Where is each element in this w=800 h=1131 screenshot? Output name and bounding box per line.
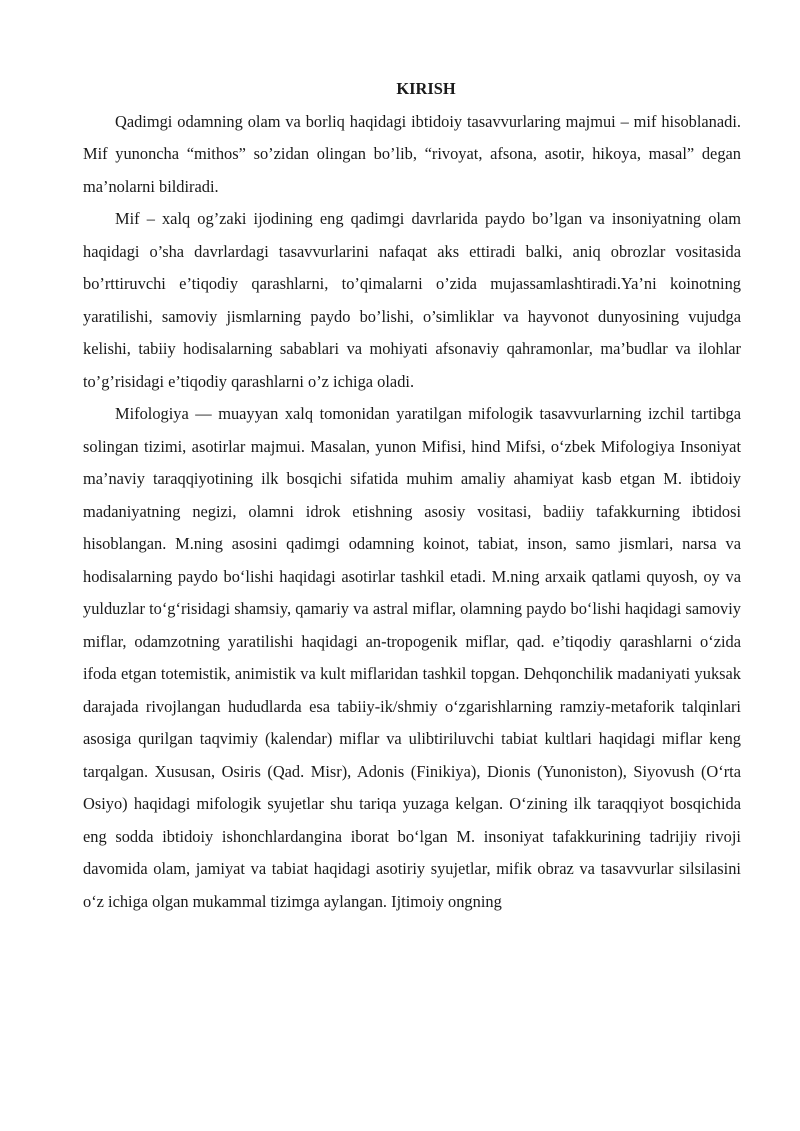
paragraph-3: Mifologiya — muayyan xalq tomonidan yaratilgan mifologik tasavvurlarning izchil tartibga solingan tizimi, asotirlar majmui. Masalan, yunon Mifisi, hind Mifsi, o‘zbek Mifologiya Insoniyat ma’naviy taraqqiyotining ilk bosqichi sifatida muhim amaliy ahamiyat kasb etgan M. ibtidoiy madaniyatning negizi, olamni idrok etishning asosiy vositasi, badiiy tafakkurning ibtidosi hisoblangan. M.ning asosini qadimgi odamning koinot, tabiat, inson, samo jismlari, narsa va hodisalarning paydo bo‘lishi haqidagi asotirlar tashkil etadi. M.ning arxaik qatlami quyosh, oy va yulduzlar to‘g‘risidagi shamsiy, qamariy va astral miflar, olamning paydo bo‘lishi haqidagi samoviy miflar, odamzotning yaratilishi haqidagi an-tropogenik miflar, qad. e’tiqodiy qarashlarni o‘zida ifoda etgan totemistik, animistik va kult miflaridan tashkil topgan. Dehqonchilik madaniyati yuksak darajada rivojlangan hududlarda esa tabiiy-ik/shmiy o‘zgarishlarning ramziy-metaforik talqinlari asosiga qurilgan taqvimiy (kalendar) miflar va ulibtiriluvchi tabiat kultlari haqidagi miflar keng tarqalgan. Xususan, Osiris (Qad. Misr), Adonis (Finikiya), Dionis (Yunoniston), Siyovush (O‘rta Osiyo) haqidagi mifologik syujetlar shu tariqa yuzaga kelgan. O‘zining ilk taraqqiyot bosqichida eng sodda ibtidoiy ishonchlardangina iborat bo‘lgan M. insoniyat tafakkurining tadrijiy rivoji davomida olam, jamiyat va tabiat haqidagi asotiriy syujetlar, mifik obraz va tasavvurlar silsilasini o‘z ichiga olgan mukammal tizimga aylangan. Ijtimoiy ongning (83, 404, 741, 911)
document-page (83, 73, 741, 918)
document-title: KIRISH (396, 79, 456, 98)
paragraph-2: Mif – xalq og’zaki ijodining eng qadimgi davrlarida paydo bo’lgan va insoniyatning olam haqidagi o’sha davrlardagi tasavvurlarini nafaqat aks ettiradi balki, aniq obrozlar vositasida bo’rttiruvchi e’tiqodiy qarashlarni, to’qimalarni o’zida mujassamlashtiradi.Ya’ni koinotning yaratilishi, samoviy jismlarning paydo bo’lishi, o’simliklar va hayvonot dunyosining vujudga kelishi, tabiiy hodisalarning sabablari va mohiyati afsonaviy qahramonlar, ma’budlar va ilohlar to’g’risidagi e’tiqodiy qarashlarni o’z ichiga oladi. (83, 209, 741, 391)
paragraph-1: Qadimgi odamning olam va borliq haqidagi ibtidoiy tasavvurlaring majmui – mif hisoblanadi. Mif yunoncha “mithos” so’zidan olingan bo’lib, “rivoyat, afsona, asotir, hikoya, masal” degan ma’nolarni bildiradi. (83, 111, 741, 196)
